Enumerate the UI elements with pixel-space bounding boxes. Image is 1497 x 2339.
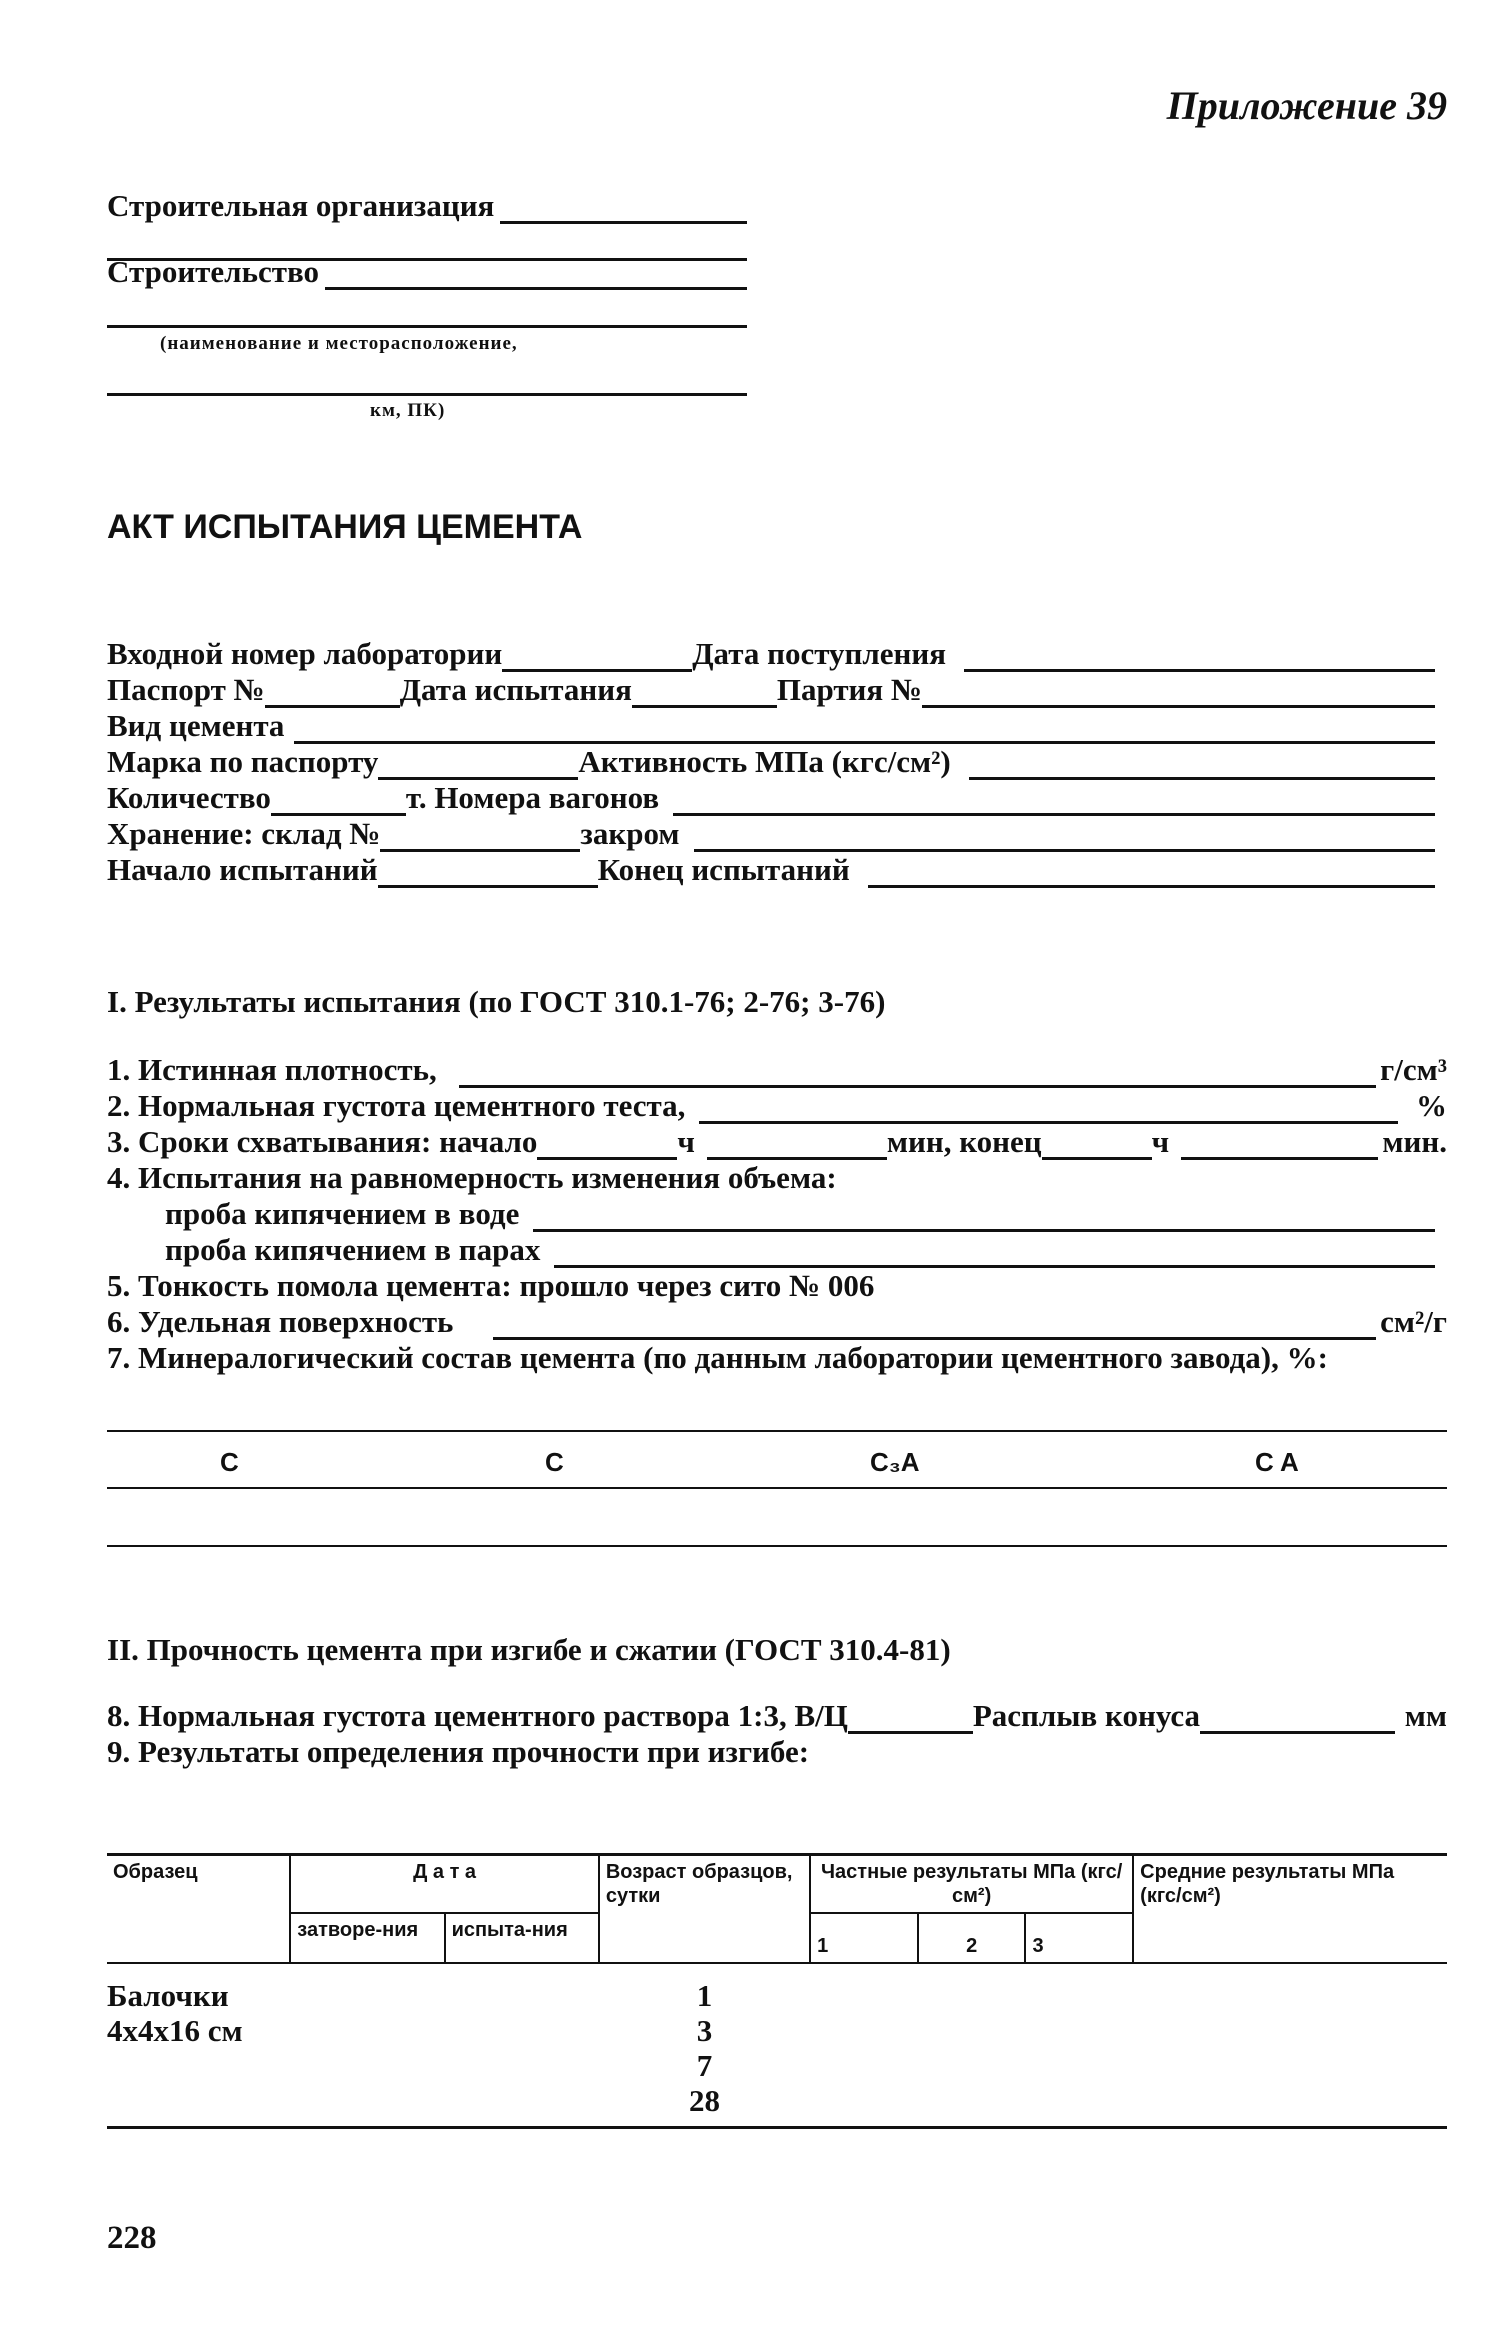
grade-field[interactable]: [378, 753, 578, 780]
col-p3: 3: [1025, 1913, 1133, 1963]
cell-p2[interactable]: [918, 1963, 1026, 2128]
storage-field[interactable]: [380, 825, 580, 852]
cell-age: [599, 1963, 810, 2128]
age-1: 1: [696, 1978, 713, 2013]
cell-mix[interactable]: [290, 1963, 444, 2128]
setting-h-label: ч: [677, 1124, 695, 1159]
mineral-col-2: C: [545, 1447, 564, 1477]
page-title: АКТ ИСПЫТАНИЯ ЦЕМЕНТА: [107, 508, 583, 546]
construction-line-2: [107, 325, 747, 328]
mineral-line-bottom: [107, 1545, 1447, 1547]
density-field[interactable]: [459, 1061, 1376, 1088]
consistency-label: 2. Нормальная густота цементного теста,: [107, 1088, 686, 1123]
mineral-label: 7. Минералогический состав цемента (по данным лаборатории цементного завода), %:: [107, 1340, 1328, 1375]
batch-label: Партия №: [776, 672, 923, 707]
item-mineral: [107, 1342, 1447, 1376]
setting-end-min-field[interactable]: [1181, 1133, 1378, 1160]
batch-field[interactable]: [922, 681, 1435, 708]
boil-water-field[interactable]: [533, 1205, 1435, 1232]
consistency-unit: %: [1416, 1088, 1447, 1123]
arrival-date-label: Дата поступления: [692, 636, 947, 671]
boil-water-label: проба кипячением в воде: [165, 1196, 520, 1231]
construction-label: Строительство: [107, 254, 319, 289]
activity-label: Активность МПа (кгс/см²): [578, 744, 951, 779]
arrival-date-field[interactable]: [964, 645, 1435, 672]
item-density: [107, 1054, 1447, 1088]
row-sample: [107, 1963, 290, 2128]
setting-start-h-field[interactable]: [537, 1133, 677, 1160]
wagons-label: т. Номера вагонов: [405, 780, 660, 815]
cell-test[interactable]: [445, 1963, 599, 2128]
field-row-passport: [107, 672, 1435, 708]
cone-label: Расплыв конуса: [972, 1698, 1201, 1733]
mineral-line-top: [107, 1430, 1447, 1432]
density-label: 1. Истинная плотность,: [107, 1052, 437, 1087]
surface-unit: см²/г: [1380, 1304, 1447, 1339]
item-setting: [107, 1126, 1447, 1160]
caption-1: (наименование и месторасположение,: [160, 333, 518, 354]
item-uniformity: [107, 1162, 1447, 1196]
col-date: Д а т а: [290, 1855, 599, 1914]
boil-steam-label: проба кипячением в парах: [165, 1232, 541, 1267]
item-boil-water: [165, 1198, 1435, 1232]
col-test: испыта-ния: [445, 1913, 599, 1963]
surface-field[interactable]: [493, 1313, 1376, 1340]
start-label: Начало испытаний: [107, 852, 378, 887]
col-p2: 2: [918, 1913, 1026, 1963]
surface-label: 6. Удельная поверхность: [107, 1304, 454, 1339]
consistency-field[interactable]: [699, 1097, 1398, 1124]
density-unit: г/см³: [1380, 1052, 1447, 1087]
org-line: [107, 188, 747, 224]
age-3: 3: [696, 2013, 713, 2048]
col-sample: Образец: [107, 1855, 290, 1964]
quantity-field[interactable]: [271, 789, 406, 816]
cell-p1[interactable]: [810, 1963, 918, 2128]
section-1-heading: I. Результаты испытания (по ГОСТ 310.1-76; 2-76; 3-76): [107, 984, 886, 1019]
grade-label: Марка по паспорту: [107, 744, 379, 779]
cell-p3[interactable]: [1025, 1963, 1133, 2128]
item-surface: [107, 1306, 1447, 1340]
col-p1: 1: [810, 1913, 918, 1963]
setting-min-label: мин.: [1382, 1124, 1447, 1159]
wc-field[interactable]: [848, 1707, 973, 1734]
test-date-label: Дата испытания: [399, 672, 632, 707]
setting-h2-label: ч: [1151, 1124, 1170, 1159]
mineral-col-1: C: [220, 1447, 239, 1477]
section-2-heading: II. Прочность цемента при изгибе и сжатии (ГОСТ 310.4-81): [107, 1632, 951, 1667]
age-7: 7: [696, 2048, 713, 2083]
col-mix: затворе-ния: [290, 1913, 444, 1963]
test-date-field[interactable]: [632, 681, 777, 708]
bin-label: закром: [580, 816, 680, 851]
item-consistency: [107, 1090, 1447, 1124]
passport-field[interactable]: [265, 681, 400, 708]
page-number: 228: [107, 2220, 157, 2256]
table-row: [107, 1963, 1447, 2128]
item-8: [107, 1700, 1447, 1734]
boil-steam-field[interactable]: [554, 1241, 1435, 1268]
item-boil-steam: [165, 1234, 1435, 1268]
strength-table: [107, 1853, 1447, 2129]
item-9: [107, 1736, 1447, 1770]
wagons-field[interactable]: [673, 789, 1435, 816]
activity-field[interactable]: [969, 753, 1435, 780]
passport-label: Паспорт №: [107, 672, 265, 707]
field-row-lab: [107, 636, 1435, 672]
caption-2: км, ПК): [370, 400, 446, 421]
fineness-label: 5. Тонкость помола цемента: прошло через сито № 006: [107, 1268, 875, 1303]
start-field[interactable]: [378, 861, 598, 888]
cone-field[interactable]: [1200, 1707, 1395, 1734]
cell-avg[interactable]: [1133, 1963, 1447, 2128]
col-avg: Средние результаты МПа (кгс/см²): [1133, 1855, 1447, 1964]
setting-end-label: мин, конец: [886, 1124, 1042, 1159]
field-row-storage: [107, 816, 1435, 852]
setting-end-h-field[interactable]: [1042, 1133, 1152, 1160]
field-row-dates: [107, 852, 1435, 888]
item-8-label: 8. Нормальная густота цементного раствора 1:3, В/Ц: [107, 1698, 848, 1733]
org-label: Строительная организация: [107, 188, 495, 223]
cement-type-label: Вид цемента: [107, 708, 285, 743]
cone-unit: мм: [1404, 1698, 1447, 1733]
col-partial: Частные результаты МПа (кгс/см²): [810, 1855, 1133, 1914]
mineral-col-3: C₃A: [870, 1447, 920, 1477]
mineral-line-mid: [107, 1487, 1447, 1489]
end-field[interactable]: [868, 861, 1435, 888]
uniformity-label: 4. Испытания на равномерность изменения объема:: [107, 1160, 837, 1195]
construction-field[interactable]: [325, 265, 747, 290]
org-field[interactable]: [500, 199, 747, 224]
appendix-label: Приложение 39: [1166, 83, 1447, 128]
col-age: Возраст образцов, сутки: [599, 1855, 810, 1964]
field-row-quantity: [107, 780, 1435, 816]
item-9-label: 9. Результаты определения прочности при изгибе:: [107, 1734, 810, 1769]
lab-number-label: Входной номер лаборатории: [107, 636, 503, 671]
age-28: 28: [688, 2083, 720, 2118]
setting-label: 3. Сроки схватывания: начало: [107, 1124, 538, 1159]
row-sample-line-1: Балочки: [107, 1978, 229, 2013]
item-fineness: [107, 1270, 1447, 1304]
row-sample-line-2: 4х4х16 см: [107, 2013, 243, 2048]
construction-line: [107, 254, 747, 290]
location-line: [107, 393, 747, 396]
field-row-type: [107, 708, 1435, 744]
mineral-col-4: C A: [1255, 1447, 1299, 1477]
quantity-label: Количество: [107, 780, 271, 815]
setting-start-min-field[interactable]: [707, 1133, 887, 1160]
field-row-grade: [107, 744, 1435, 780]
cement-type-field[interactable]: [294, 717, 1435, 744]
storage-label: Хранение: склад №: [107, 816, 381, 851]
lab-number-field[interactable]: [502, 645, 692, 672]
bin-field[interactable]: [694, 825, 1436, 852]
end-label: Конец испытаний: [597, 852, 850, 887]
